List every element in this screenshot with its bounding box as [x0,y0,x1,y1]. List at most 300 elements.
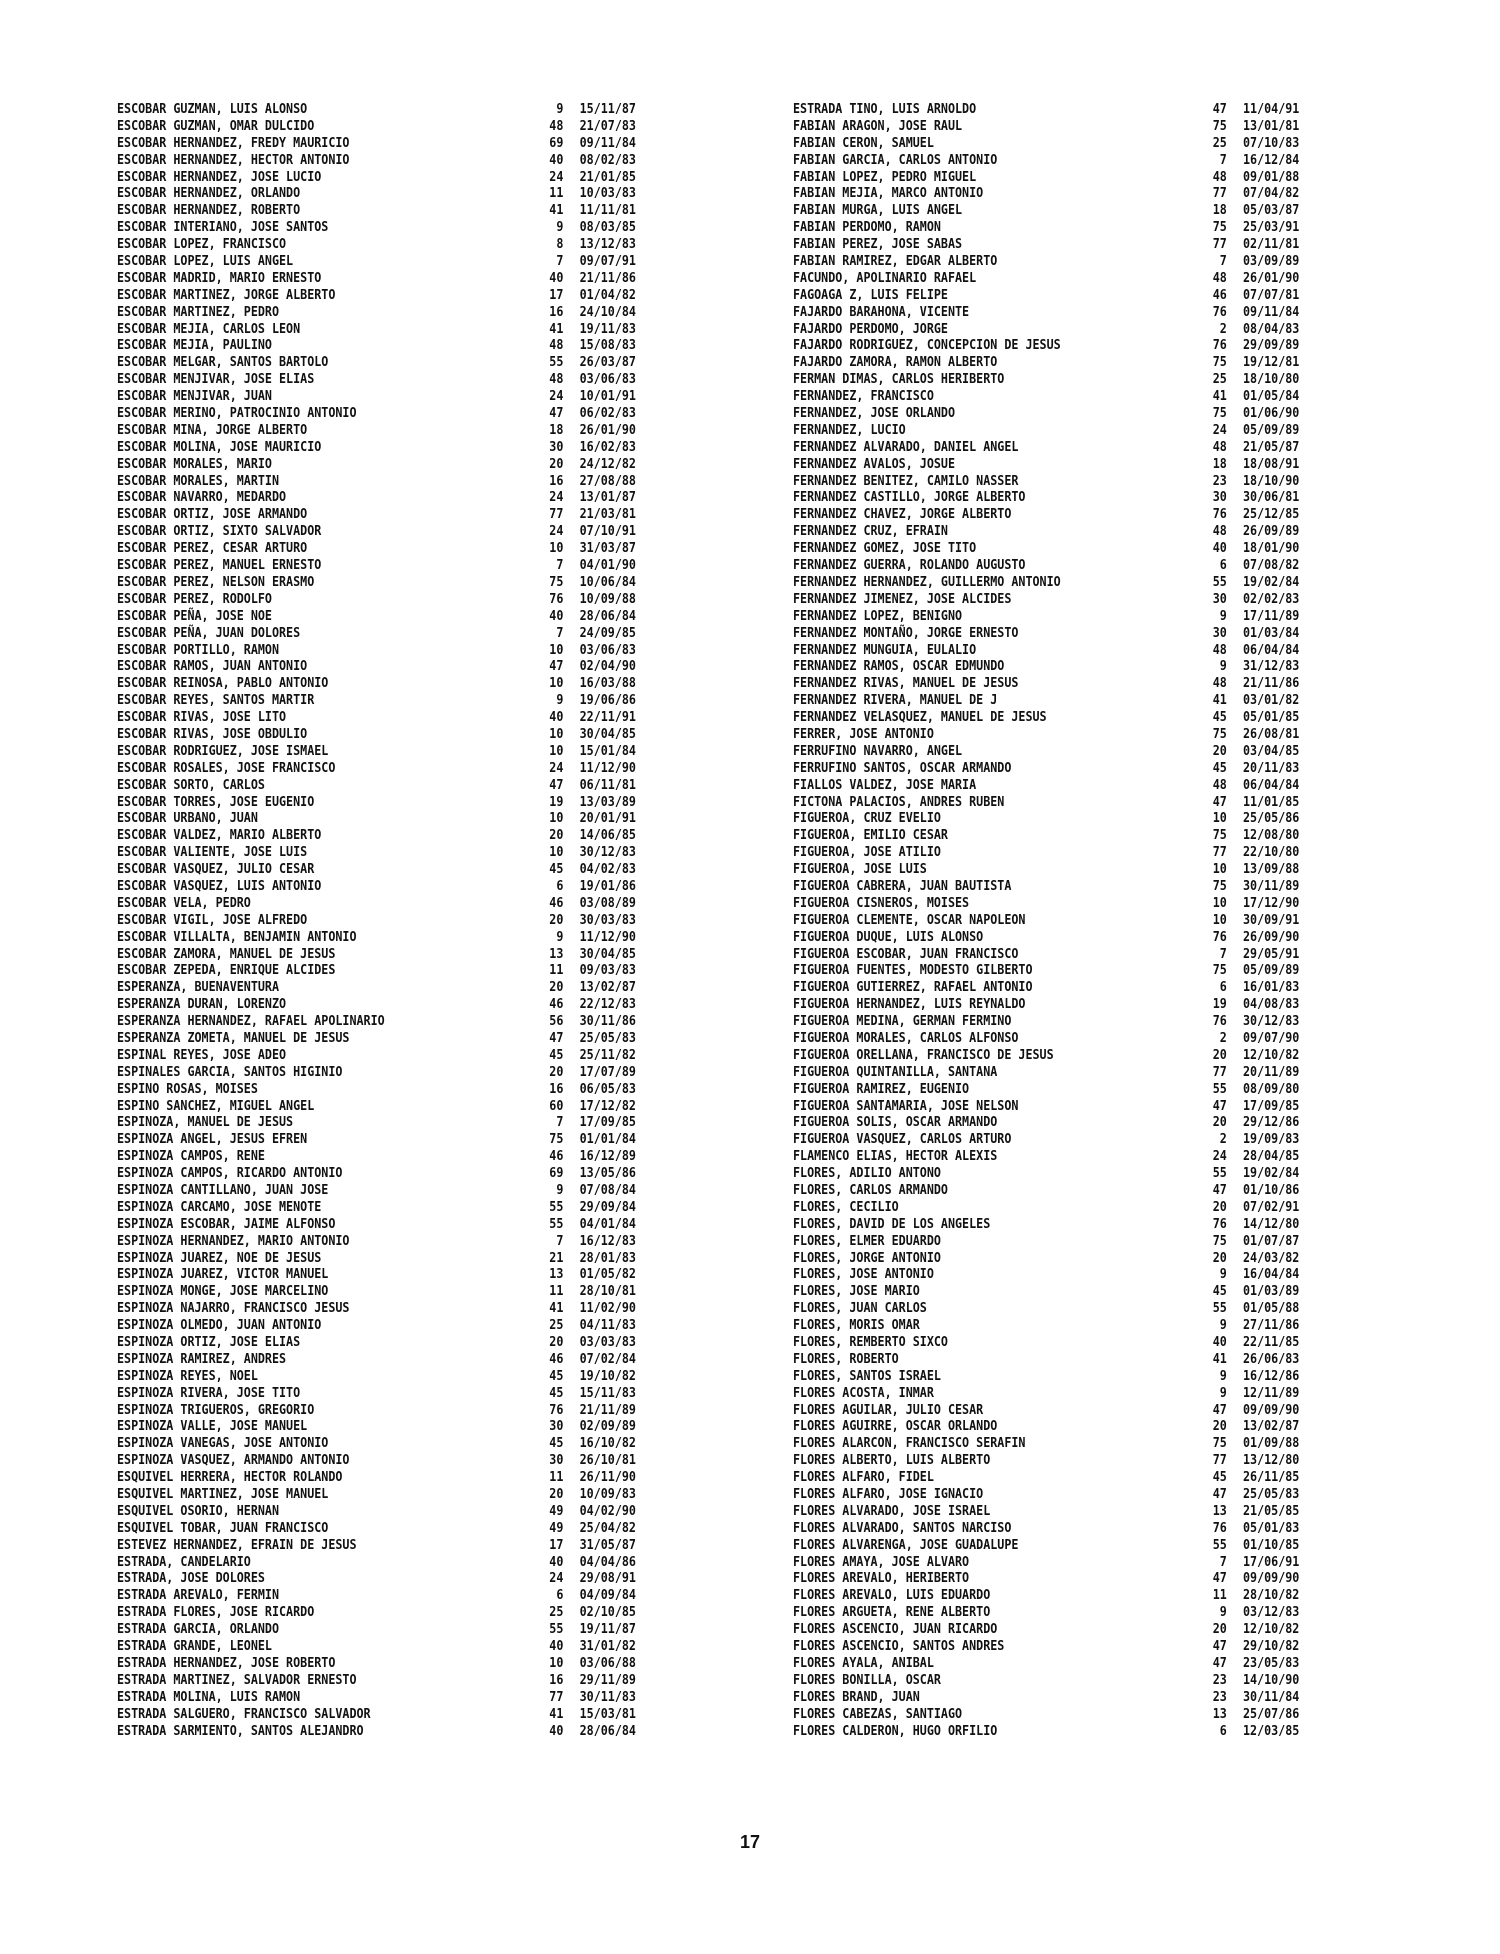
entry-number: 55 [1212,1166,1227,1182]
entry-name: FLORES, JOSE ANTONIO [793,1267,934,1283]
entry-number: 24 [549,760,564,776]
entry-number: 76 [1212,304,1227,320]
entry-name: ESPINO ROSAS, MOISES [117,1081,258,1097]
list-item [793,203,1369,220]
entry-date: 04/01/90 [579,558,636,574]
entry-date: 06/05/83 [579,1081,636,1097]
entry-name: FAJARDO RODRIGUEZ, CONCEPCION DE JESUS [793,338,1061,354]
entry-number: 20 [549,456,564,472]
list-item [117,761,693,778]
entry-number: 45 [549,1385,564,1401]
entry-name: ESTRADA GRANDE, LEONEL [117,1639,272,1655]
list-item [117,1352,693,1369]
entry-name: ESCOBAR HERNANDEZ, FREDY MAURICIO [117,135,350,151]
entry-date: 19/01/86 [579,878,636,894]
entry-name: ESPERANZA ZOMETA, MANUEL DE JESUS [117,1030,350,1046]
entry-date: 26/06/83 [1243,1351,1300,1367]
entry-name: ESCOBAR ZEPEDA, ENRIQUE ALCIDES [117,963,336,979]
list-item [793,372,1369,389]
entry-date: 03/06/83 [579,642,636,658]
entry-date: 07/02/84 [579,1351,636,1367]
entry-name: FERNANDEZ MONTAÑO, JORGE ERNESTO [793,625,1019,641]
entry-name: FIGUEROA, CRUZ EVELIO [793,811,941,827]
entry-name: ESCOBAR RODRIGUEZ, JOSE ISMAEL [117,743,329,759]
entry-name: ESCOBAR NAVARRO, MEDARDO [117,490,287,506]
entry-number: 46 [549,895,564,911]
entry-date: 30/11/84 [1243,1689,1300,1705]
list-item [117,271,693,288]
entry-date: 19/09/83 [1243,1132,1300,1148]
entry-number: 30 [1212,591,1227,607]
entry-number: 10 [1212,895,1227,911]
entry-name: ESTRADA AREVALO, FERMIN [117,1588,280,1604]
list-item [793,524,1369,541]
entry-date: 13/02/87 [579,980,636,996]
list-item [117,1267,693,1284]
entry-number: 18 [1212,456,1227,472]
entry-date: 13/01/81 [1243,118,1300,134]
list-item [117,1656,693,1673]
list-item [793,1453,1369,1470]
entry-name: FABIAN CERON, SAMUEL [793,135,934,151]
entry-date: 04/02/83 [579,862,636,878]
entry-date: 30/04/85 [579,726,636,742]
list-item [793,575,1369,592]
entry-number: 76 [1212,338,1227,354]
entry-number: 77 [1212,1064,1227,1080]
entry-number: 10 [549,1655,564,1671]
entry-name: ESPINOZA HERNANDEZ, MARIO ANTONIO [117,1233,350,1249]
entry-name: ESCOBAR RAMOS, JUAN ANTONIO [117,659,308,675]
entry-name: FERNANDEZ VELASQUEZ, MANUEL DE JESUS [793,710,1047,726]
entry-date: 07/08/82 [1243,558,1300,574]
list-item [117,1419,693,1436]
entry-number: 75 [1212,1436,1227,1452]
entry-date: 21/05/85 [1243,1503,1300,1519]
list-item [793,423,1369,440]
list-item [793,355,1369,372]
entry-date: 17/09/85 [579,1115,636,1131]
entry-name: ESPINOZA VASQUEZ, ARMANDO ANTONIO [117,1453,350,1469]
entry-date: 22/11/91 [579,710,636,726]
entry-name: FERNANDEZ RIVERA, MANUEL DE J [793,693,998,709]
entry-date: 26/10/81 [579,1453,636,1469]
list-item [793,119,1369,136]
list-item [793,237,1369,254]
entry-name: FIGUEROA, JOSE ATILIO [793,845,941,861]
entry-number: 41 [1212,693,1227,709]
entry-number: 75 [1212,963,1227,979]
entry-name: FLORES ARGUETA, RENE ALBERTO [793,1605,991,1621]
entry-number: 47 [549,1030,564,1046]
entry-name: FICTONA PALACIOS, ANDRES RUBEN [793,794,1005,810]
entry-name: ESCOBAR PEREZ, CESAR ARTURO [117,541,308,557]
entry-name: FAJARDO ZAMORA, RAMON ALBERTO [793,355,998,371]
entry-number: 9 [1219,608,1227,624]
entry-number: 77 [1212,237,1227,253]
entry-number: 47 [1212,1571,1227,1587]
list-item [793,1301,1369,1318]
list-item [793,1284,1369,1301]
entry-date: 01/05/82 [579,1267,636,1283]
entry-name: ESQUIVEL MARTINEZ, JOSE MANUEL [117,1487,329,1503]
entry-date: 06/02/83 [579,406,636,422]
list-item [117,1504,693,1521]
list-item [117,1369,693,1386]
entry-date: 29/10/82 [1243,1639,1300,1655]
list-item [793,288,1369,305]
entry-name: FIGUEROA ESCOBAR, JUAN FRANCISCO [793,946,1019,962]
entry-number: 20 [1212,1047,1227,1063]
entry-date: 01/09/88 [1243,1436,1300,1452]
list-item [117,457,693,474]
list-item [117,1318,693,1335]
list-item [793,474,1369,491]
entry-date: 28/06/84 [579,1723,636,1739]
list-item [793,1470,1369,1487]
entry-number: 7 [556,254,564,270]
entry-name: ESCOBAR LOPEZ, FRANCISCO [117,237,287,253]
entry-name: FABIAN MEJIA, MARCO ANTONIO [793,186,984,202]
entry-number: 20 [549,1335,564,1351]
entry-date: 05/09/89 [1243,422,1300,438]
list-item [117,1555,693,1572]
list-item [793,558,1369,575]
entry-name: FIGUEROA ORELLANA, FRANCISCO DE JESUS [793,1047,1054,1063]
entry-name: ESCOBAR ORTIZ, SIXTO SALVADOR [117,524,322,540]
entry-date: 24/12/82 [579,456,636,472]
entry-date: 30/12/83 [1243,1014,1300,1030]
entry-number: 19 [549,794,564,810]
entry-number: 24 [1212,1149,1227,1165]
entry-name: ESPINOZA CAMPOS, RENE [117,1149,265,1165]
entry-date: 21/01/85 [579,169,636,185]
entry-number: 48 [1212,524,1227,540]
entry-date: 12/08/80 [1243,828,1300,844]
entry-number: 75 [1212,118,1227,134]
entry-date: 27/11/86 [1243,1318,1300,1334]
entry-number: 9 [1219,659,1227,675]
list-item [793,997,1369,1014]
entry-name: FLORES, MORIS OMAR [793,1318,920,1334]
entry-name: ESCOBAR MARTINEZ, JORGE ALBERTO [117,287,336,303]
list-item [793,913,1369,930]
entry-number: 75 [1212,355,1227,371]
entry-number: 10 [549,811,564,827]
entry-date: 27/08/88 [579,473,636,489]
entry-number: 40 [1212,541,1227,557]
entry-date: 25/12/85 [1243,507,1300,523]
entry-number: 47 [1212,1402,1227,1418]
entry-date: 15/03/81 [579,1706,636,1722]
entry-date: 24/09/85 [579,625,636,641]
entry-date: 22/10/80 [1243,845,1300,861]
entry-name: FIGUEROA CABRERA, JUAN BAUTISTA [793,878,1012,894]
entry-name: ESPINOZA TRIGUEROS, GREGORIO [117,1402,315,1418]
list-item [117,1605,693,1622]
entry-number: 47 [549,406,564,422]
entry-number: 2 [1219,1030,1227,1046]
right-column [793,102,1369,1740]
list-item [117,1622,693,1639]
entry-name: FERNANDEZ MUNGUIA, EULALIO [793,642,977,658]
list-item [793,1115,1369,1132]
entry-date: 02/04/90 [579,659,636,675]
entry-date: 05/01/85 [1243,710,1300,726]
entry-name: FLORES, JUAN CARLOS [793,1301,927,1317]
entry-number: 7 [1219,254,1227,270]
entry-name: FLORES ASCENCIO, JUAN RICARDO [793,1622,998,1638]
entry-number: 16 [549,1081,564,1097]
entry-date: 19/12/81 [1243,355,1300,371]
entry-name: ESCOBAR MOLINA, JOSE MAURICIO [117,439,322,455]
list-item [117,1453,693,1470]
entry-name: ESCOBAR SORTO, CARLOS [117,777,265,793]
entry-date: 09/07/91 [579,254,636,270]
entry-date: 12/10/82 [1243,1047,1300,1063]
entry-name: ESPINOZA JUAREZ, NOE DE JESUS [117,1250,322,1266]
entry-name: FERNANDEZ RAMOS, OSCAR EDMUNDO [793,659,1005,675]
entry-date: 08/02/83 [579,152,636,168]
entry-name: ESCOBAR ROSALES, JOSE FRANCISCO [117,760,336,776]
entry-number: 25 [1212,372,1227,388]
entry-date: 03/04/85 [1243,743,1300,759]
entry-number: 40 [1212,1335,1227,1351]
entry-name: FLORES CALDERON, HUGO ORFILIO [793,1723,998,1739]
entry-number: 77 [549,507,564,523]
entry-number: 11 [1212,1588,1227,1604]
list-item [117,592,693,609]
entry-name: FABIAN PERDOMO, RAMON [793,220,941,236]
entry-number: 6 [1219,980,1227,996]
entry-name: ESPINALES GARCIA, SANTOS HIGINIO [117,1064,343,1080]
entry-date: 16/12/84 [1243,152,1300,168]
list-item [117,153,693,170]
entry-name: FERNANDEZ ALVARADO, DANIEL ANGEL [793,439,1019,455]
entry-name: ESPINOZA RIVERA, JOSE TITO [117,1385,301,1401]
entry-date: 11/12/90 [579,760,636,776]
entry-date: 01/10/86 [1243,1183,1300,1198]
list-item [793,1673,1369,1690]
list-item [793,727,1369,744]
entry-name: ESPINOZA CANTILLANO, JUAN JOSE [117,1183,329,1198]
entry-number: 20 [549,1064,564,1080]
entry-date: 18/10/80 [1243,372,1300,388]
entry-name: ESCOBAR HERNANDEZ, HECTOR ANTONIO [117,152,350,168]
entry-number: 9 [1219,1385,1227,1401]
entry-number: 69 [549,135,564,151]
list-item [117,1183,693,1200]
entry-number: 18 [549,422,564,438]
entry-number: 75 [1212,1233,1227,1249]
entry-number: 77 [1212,186,1227,202]
entry-number: 40 [549,152,564,168]
entry-number: 56 [549,1014,564,1030]
entry-name: ESPINOZA RAMIREZ, ANDRES [117,1351,287,1367]
entry-date: 14/10/90 [1243,1672,1300,1688]
entry-date: 26/11/90 [579,1470,636,1486]
entry-name: ESPERANZA HERNANDEZ, RAFAEL APOLINARIO [117,1014,385,1030]
entry-date: 28/10/81 [579,1284,636,1300]
entry-date: 30/04/85 [579,946,636,962]
entry-number: 20 [1212,1115,1227,1131]
entry-date: 26/08/81 [1243,726,1300,742]
entry-number: 24 [549,490,564,506]
entry-number: 76 [1212,507,1227,523]
entry-date: 12/10/82 [1243,1622,1300,1638]
entry-date: 16/12/83 [579,1233,636,1249]
entry-date: 26/01/90 [579,422,636,438]
list-item [117,541,693,558]
list-item [793,1048,1369,1065]
entry-name: ESCOBAR INTERIANO, JOSE SANTOS [117,220,329,236]
entry-date: 25/11/82 [579,1047,636,1063]
entry-number: 7 [556,625,564,641]
entry-name: ESTRADA HERNANDEZ, JOSE ROBERTO [117,1655,336,1671]
list-item [793,457,1369,474]
list-item [793,1149,1369,1166]
entry-number: 47 [1212,102,1227,117]
entry-name: FIGUEROA GUTIERREZ, RAFAEL ANTONIO [793,980,1033,996]
entry-date: 03/09/89 [1243,254,1300,270]
entry-name: ESCOBAR MORALES, MARTIN [117,473,280,489]
entry-name: FLORES ALFARO, FIDEL [793,1470,934,1486]
list-item [793,1166,1369,1183]
entry-name: ESTRADA GARCIA, ORLANDO [117,1622,280,1638]
entry-name: FLORES ALVARADO, SANTOS NARCISO [793,1520,1012,1536]
entry-number: 41 [549,1301,564,1317]
entry-name: ESQUIVEL HERRERA, HECTOR ROLANDO [117,1470,343,1486]
entry-date: 25/05/83 [579,1030,636,1046]
list-item [793,170,1369,187]
entry-name: ESCOBAR LOPEZ, LUIS ANGEL [117,254,294,270]
entry-name: FLORES ACOSTA, INMAR [793,1385,934,1401]
entry-date: 10/01/91 [579,389,636,405]
entry-date: 19/11/87 [579,1622,636,1638]
list-item [793,389,1369,406]
entry-number: 75 [1212,726,1227,742]
list-item [117,338,693,355]
entry-number: 6 [1219,1723,1227,1739]
entry-name: FLORES, REMBERTO SIXCO [793,1335,948,1351]
entry-number: 16 [549,473,564,489]
entry-name: ESPINOZA ORTIZ, JOSE ELIAS [117,1335,301,1351]
list-item [117,170,693,187]
list-item [117,947,693,964]
list-item [793,338,1369,355]
entry-number: 48 [1212,676,1227,692]
entry-number: 48 [1212,642,1227,658]
entry-name: FLORES ALARCON, FRANCISCO SERAFIN [793,1436,1026,1452]
entry-name: FERNANDEZ LOPEZ, BENIGNO [793,608,963,624]
entry-date: 01/03/84 [1243,625,1300,641]
entry-name: ESPINOZA MONGE, JOSE MARCELINO [117,1284,329,1300]
entry-date: 16/01/83 [1243,980,1300,996]
entry-date: 09/01/88 [1243,169,1300,185]
entry-number: 10 [1212,862,1227,878]
entry-number: 9 [556,1183,564,1198]
list-item [793,541,1369,558]
entry-name: ESPINOZA ESCOBAR, JAIME ALFONSO [117,1216,336,1232]
entry-date: 06/04/84 [1243,777,1300,793]
entry-date: 30/11/83 [579,1689,636,1705]
entry-name: FIGUEROA MEDINA, GERMAN FERMINO [793,1014,1012,1030]
entry-number: 24 [549,169,564,185]
entry-name: ESCOBAR MELGAR, SANTOS BARTOLO [117,355,329,371]
entry-date: 06/11/81 [579,777,636,793]
list-item [117,1690,693,1707]
list-item [793,1521,1369,1538]
entry-name: FLORES, CARLOS ARMANDO [793,1183,948,1198]
entry-number: 10 [549,642,564,658]
entry-date: 29/12/86 [1243,1115,1300,1131]
list-item [117,423,693,440]
entry-name: ESTRADA, CANDELARIO [117,1554,251,1570]
entry-name: FIGUEROA, JOSE LUIS [793,862,927,878]
list-item [793,271,1369,288]
entry-name: FLORES, ELMER EDUARDO [793,1233,941,1249]
entry-name: FLORES ASCENCIO, SANTOS ANDRES [793,1639,1005,1655]
list-item [793,862,1369,879]
entry-name: FAJARDO BARAHONA, VICENTE [793,304,970,320]
entry-name: FIGUEROA VASQUEZ, CARLOS ARTURO [793,1132,1012,1148]
entry-name: ESCOBAR REINOSA, PABLO ANTONIO [117,676,329,692]
list-item [793,947,1369,964]
entry-name: FERNANDEZ CRUZ, EFRAIN [793,524,948,540]
entry-name: FABIAN RAMIREZ, EDGAR ALBERTO [793,254,998,270]
entry-number: 55 [1212,574,1227,590]
entry-number: 41 [549,321,564,337]
list-item [793,761,1369,778]
list-item [117,237,693,254]
entry-name: FERNANDEZ BENITEZ, CAMILO NASSER [793,473,1019,489]
entry-date: 04/09/84 [579,1588,636,1604]
entry-name: FLAMENCO ELIAS, HECTOR ALEXIS [793,1149,998,1165]
entry-name: ESCOBAR MEJIA, PAULINO [117,338,272,354]
entry-date: 03/06/88 [579,1655,636,1671]
entry-date: 15/11/87 [579,102,636,117]
list-item [793,896,1369,913]
list-item [793,1183,1369,1200]
entry-date: 07/04/82 [1243,186,1300,202]
entry-name: FLORES AYALA, ANIBAL [793,1655,934,1671]
entry-number: 9 [1219,1368,1227,1384]
list-item [117,372,693,389]
entry-name: FACUNDO, APOLINARIO RAFAEL [793,270,977,286]
entry-number: 2 [1219,321,1227,337]
entry-number: 75 [1212,220,1227,236]
list-item [793,710,1369,727]
page-number: 17 [739,1832,761,1852]
entry-date: 28/10/82 [1243,1588,1300,1604]
entry-number: 60 [549,1098,564,1114]
entry-date: 03/12/83 [1243,1605,1300,1621]
entry-date: 13/02/87 [1243,1419,1300,1435]
entry-number: 24 [549,1571,564,1587]
entry-number: 11 [549,1470,564,1486]
entry-number: 21 [549,1250,564,1266]
list-item [117,879,693,896]
entry-date: 21/07/83 [579,118,636,134]
list-item [793,592,1369,609]
entry-number: 47 [1212,1639,1227,1655]
entry-number: 47 [1212,794,1227,810]
entry-name: ESCOBAR MADRID, MARIO ERNESTO [117,270,322,286]
entry-name: FLORES BONILLA, OSCAR [793,1672,941,1688]
entry-number: 75 [1212,878,1227,894]
entry-name: FLORES, CECILIO [793,1199,899,1215]
entry-date: 21/11/86 [1243,676,1300,692]
